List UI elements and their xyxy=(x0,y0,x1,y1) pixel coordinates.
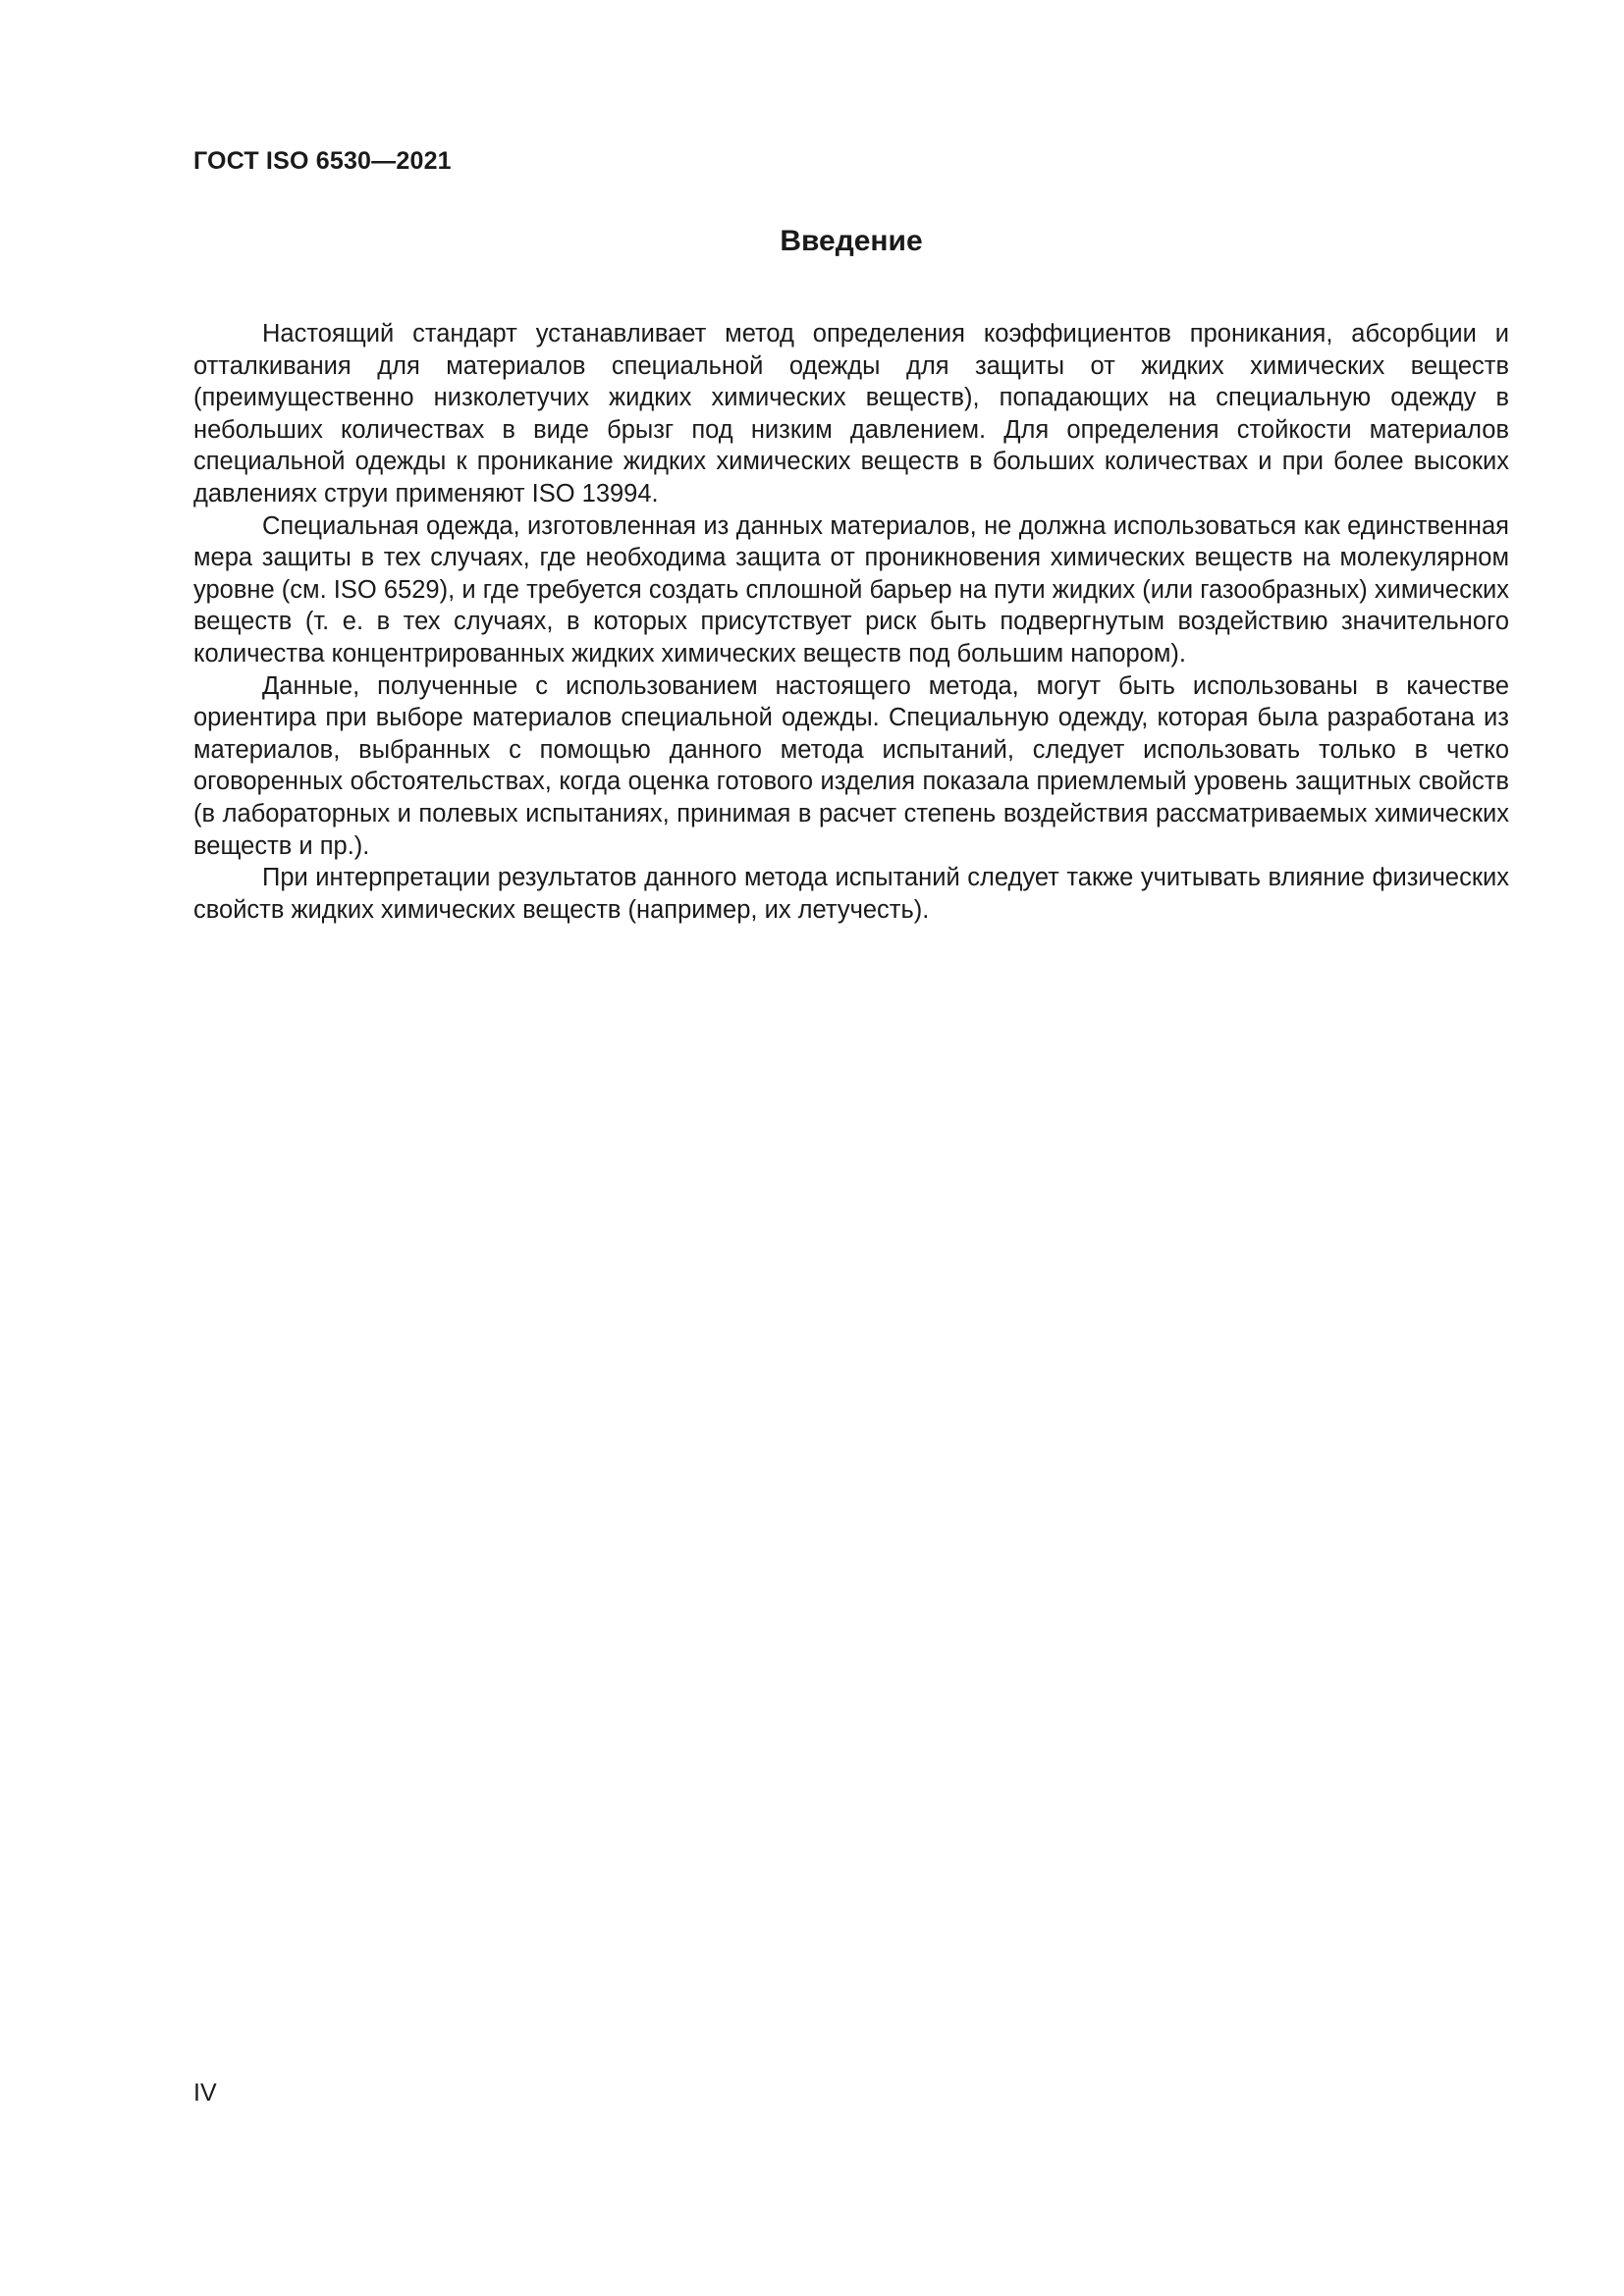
paragraph-4: При интерпретации результатов данного метода испытаний следует также учитывать влияние физических свойств жидких химических веществ (например, их летучесть). xyxy=(193,864,1509,924)
section-body xyxy=(193,318,1509,926)
paragraph-1: Настоящий стандарт устанавливает метод определения коэффициентов проникания, абсорбции и отталкивания для материалов специальной одежды для защиты от жидких химических веществ (преимущественно низколетучих жидких химических веществ), попадающих на специальную одежду в небольших количествах в виде брызг под низким давлением. Для определения стойкости материалов специальной одежды к проникание жидких химических веществ в больших количествах и при более высоких давлениях струи применяют ISO 13994. xyxy=(193,320,1509,507)
page-number: IV xyxy=(193,2079,217,2107)
paragraph-3: Данные, полученные с использованием настоящего метода, могут быть использованы в качестве ориентира при выборе материалов специальной одежды. Специальную одежду, которая была разработана из материалов, выбранных с помощью данного метода испытаний, следует использовать только в четко оговоренных обстоятельствах, когда оценка готового изделия показала приемлемый уровень защитных свойств (в лабораторных и полевых испытаниях, принимая в расчет степень воздействия рассматриваемых химических веществ и пр.). xyxy=(193,671,1509,860)
paragraph-2: Специальная одежда, изготовленная из данных материалов, не должна использоваться как единственная мера защиты в тех случаях, где необходима защита от проникновения химических веществ на молекулярном уровне (см. ISO 6529), и где требуется создать сплошной барьер на пути жидких (или газообразных) химических веществ (т. е. в тех случаях, в которых присутствует риск быть подвергнутым воздействию значительного количества концентрированных жидких химических веществ под большим напором). xyxy=(193,511,1509,667)
document-id-header: ГОСТ ISO 6530—2021 xyxy=(193,147,452,175)
section-title: Введение xyxy=(780,225,923,257)
